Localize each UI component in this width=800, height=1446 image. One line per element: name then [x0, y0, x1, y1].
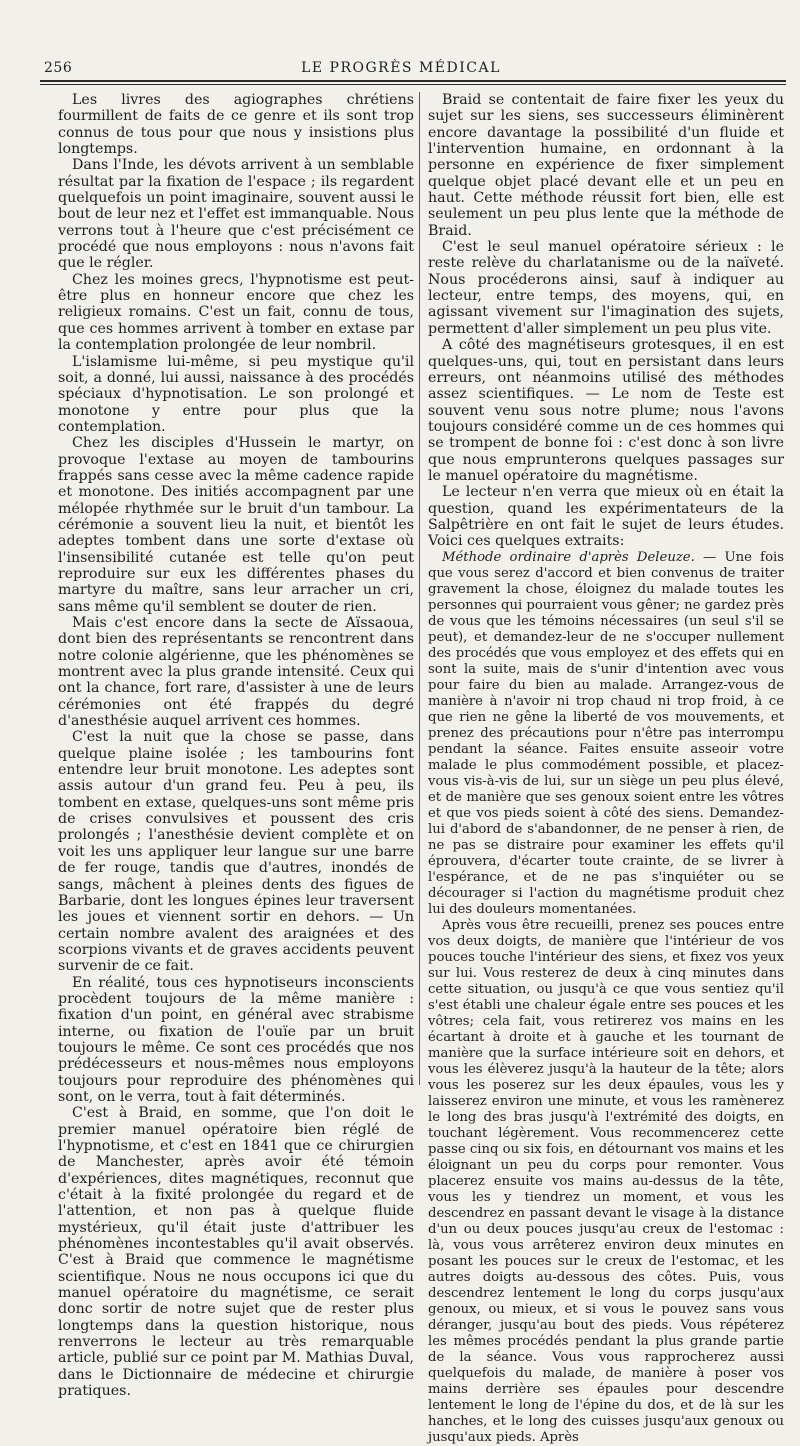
paragraph: Mais c'est encore dans la secte de Aïssaoua, dont bien des représentants se rencontrent dans notre colonie algérienne, que les phénomènes se montrent avec la plus grande intensité. Ceux qui ont la chance, fort rare, d'assister à une de leurs cérémonies ont été frappés du degré d'anesthésie auquel arrivent ces hommes. — [58, 615, 414, 730]
quote-paragraph — [428, 550, 784, 918]
header-rule-thin — [40, 84, 786, 85]
column-divider — [419, 92, 420, 1085]
quote-lead: Méthode ordinaire d'après Deleuze. — [442, 549, 695, 565]
right-column — [428, 92, 784, 1445]
quote-text: — Une fois que vous serez d'accord et bien convenus de traiter gravement la chose, éloignez du malade toutes les personnes qui pourraient vous gêner; ne gardez près de vous que les témoins nécessaires (un seul s'il se peut), et demandez-leur de ne s'occuper nullement des procédés que vous employez et des effets qui en sont la suite, mais de s'unir d'intention avec vous pour faire du bien au malade. Arrangez-vous de manière à n'avoir ni trop chaud ni trop froid, à ce que rien ne gêne la liberté de vos mouvements, et prenez des précautions pour n'être pas interrompu pendant la séance. Faites ensuite asseoir votre malade le plus commodément possible, et placez-vous vis-à-vis de lui, sur un siège un peu plus élevé, et de manière que ses genoux soient entre les vôtres et que vos pieds soient à côté des siens. Demandez-lui d'abord de s'abandonner, de ne penser à rien, de ne pas se distraire pour examiner les effets qu'il éprouvera, d'écarter toute crainte, de se livrer à l'espérance, et de ne pas s'inquiéter ou se décourager si l'action du magnétisme produit chez lui des douleurs momentanées. — [428, 549, 784, 917]
paragraph: Les livres des agiographes chrétiens fourmillent de faits de ce genre et ils sont trop connus de tous pour que nous y insistions plus longtemps. — [58, 92, 414, 158]
paragraph: C'est à Braid, en somme, que l'on doit le premier manuel opératoire bien réglé de l'hypnotisme, et c'est en 1841 que ce chirurgien de Manchester, après avoir été témoin d'expériences, dites magnétiques, reconnut que c'était à la fixité prolongée du regard et de l'attention, et non pas à quelque fluide mystérieux, qu'il était juste d'attribuer les phénomènes incontestables qu'il avait observés. C'est à Braid que commence le magnétisme scientifique. Nous ne nous occupons ici que du manuel opératoire du magnétisme, ce serait donc sortir de notre sujet que de rester plus longtemps dans la question historique, nous renverrons le lecteur au très remarquable article, publié sur ce point par M. Mathias Duval, dans le Dictionnaire de médecine et chirurgie pratiques. — [58, 1105, 414, 1400]
paragraph: C'est le seul manuel opératoire sérieux : le reste relève du charlatanisme ou de la naïveté. Nous procéderons ainsi, sauf à indiquer au lecteur, entre temps, des moyens, qui, en agissant vivement sur l'imagination des sujets, permettent d'aller simplement un peu plus vite. — [428, 239, 784, 337]
paragraph: Chez les moines grecs, l'hypnotisme est peut-être plus en honneur encore que chez les religieux romains. C'est un fait, connu de tous, que ces hommes arrivent à tomber en extase par la contemplation prolongée de leur nombril. — [58, 271, 414, 354]
header-rule — [40, 80, 786, 82]
paragraph: A côté des magnétiseurs grotesques, il en est quelques-uns, qui, tout en persistant dans leurs erreurs, ont néanmoins utilisé des méthodes assez scientifiques. — Le nom de Teste est souvent venu sous notre plume; nous l'avons toujours considéré comme un de ces hommes qui se trompent de bonne foi : c'est donc à son livre que nous emprunterons quelques passages sur le manuel opératoire du magnétisme. — [428, 337, 784, 484]
paragraph: C'est la nuit que la chose se passe, dans quelque plaine isolée ; les tambourins font entendre leur bruit monotone. Les adeptes sont assis autour d'un grand feu. Peu à peu, ils tombent en extase, quelques-uns sont même pris de crises convulsives et poussent des cris prolongés ; l'anesthésie devient complète et on voit les uns appliquer leur langue sur une barre de fer rouge, tandis que d'autres, inondés de sangs, mâchent à pleines dents des figues de Barbarie, dont les longues épines leur traversent les joues et viennent sortir en dehors. — Un certain nombre avalent des araignées et des scorpions vivants et de graves accidents peuvent survenir de ce fait. — [58, 729, 414, 975]
paragraph: L'islamisme lui-même, si peu mystique qu'il soit, a donné, lui aussi, naissance à des procédés spéciaux d'hypnotisation. Le son prolongé et monotone y entre pour plus que la contemplation. — [58, 353, 414, 435]
paragraph: Chez les disciples d'Hussein le martyr, on provoque l'extase au moyen de tambourins frappés sans cesse avec la même cadence rapide et monotone. Des initiés accompagnent par une mélopée rhythmée sur le bruit d'un tambour. La cérémonie a souvent lieu la nuit, et bientôt les adeptes tombent dans une sorte d'extase où l'insensibilité cutanée est telle qu'on peut reproduire sur eux les différentes phases du martyre du maître, sans leur arracher un cri, sans même qu'il semblent se douter de rien. — [58, 435, 414, 615]
paragraph: Braid se contentait de faire fixer les yeux du sujet sur les siens, ses successeurs éliminèrent encore davantage la possibilité d'un fluide et l'intervention humaine, en ordonnant à la personne en expérience de fixer simplement quelque objet placé devant elle et un peu en haut. Cette méthode réussit fort bien, elle est seulement un peu plus lente que la méthode de Braid. — [428, 92, 784, 239]
left-column — [58, 92, 414, 1400]
paragraph: En réalité, tous ces hypnotiseurs inconscients procèdent toujours de la même manière : fixation d'un point, en général avec strabisme interne, ou fixation de l'ouïe par un bruit toujours le même. Ce sont ces procédés que nos prédécesseurs et nous-mêmes nous employons toujours pour reproduire des phénomènes qui sont, on le verra, tout à fait déterminés. — [58, 974, 414, 1105]
page-number: 256 — [44, 60, 73, 76]
paragraph: Dans l'Inde, les dévots arrivent à un semblable résultat par la fixation de l'espace ; ils regardent quelquefois un point imaginaire, souvent aussi le bout de leur nez et l'effet est immanquable. Nous verrons tout à l'heure que c'est précisément ce procédé que nous employons : nous n'avons fait que le régler. — [58, 157, 414, 272]
page-header — [40, 58, 762, 80]
quote-paragraph: Après vous être recueilli, prenez ses pouces entre vos deux doigts, de manière que l'intérieur de vos pouces touche l'intérieur des siens, et fixez vos yeux sur lui. Vous resterez de deux à cinq minutes dans cette situation, ou jusqu'à ce que vous sentiez qu'il s'est établi une chaleur égale entre ses pouces et les vôtres; cela fait, vous retirerez vos mains en les écartant à droite et à gauche et les tournant de manière que la surface intérieure soit en dehors, et vous les élèverez jusqu'à la hauteur de la tête; alors vous les poserez sur les deux épaules, vous les y laisserez environ une minute, et vous les ramènerez le long des bras jusqu'à l'extrémité des doigts, en touchant légèrement. Vous recommencerez cette passe cinq ou six fois, en détournant vos mains et les éloignant un peu du corps pour remonter. Vous placerez ensuite vos mains au-dessus de la tête, vous les y tiendrez un moment, et vous les descendrez en passant devant le visage à la distance d'un ou deux pouces jusqu'au creux de l'estomac : là, vous vous arrêterez environ deux minutes en posant les pouces sur le creux de l'estomac, et les autres doigts au-dessous des côtes. Puis, vous descendrez lentement le long du corps jusqu'aux genoux, ou mieux, et si vous le pouvez sans vous déranger, jusqu'au bout des pieds. Vous répéterez les mêmes procédés pendant la plus grande partie de la séance. Vous vous rapprocherez aussi quelquefois du malade, de manière à poser vos mains derrière ses épaules pour descendre lentement le long de l'épine du dos, et de là sur les hanches, et le long des cuisses jusqu'aux genoux ou jusqu'aux pieds. Après — [428, 917, 784, 1445]
paragraph: Le lecteur n'en verra que mieux où en était la question, quand les expérimentateurs de la Salpêtrière en ont fait le sujet de leurs études. Voici ces quelques extraits: — [428, 484, 784, 550]
running-title: LE PROGRÈS MÉDICAL — [301, 60, 501, 76]
